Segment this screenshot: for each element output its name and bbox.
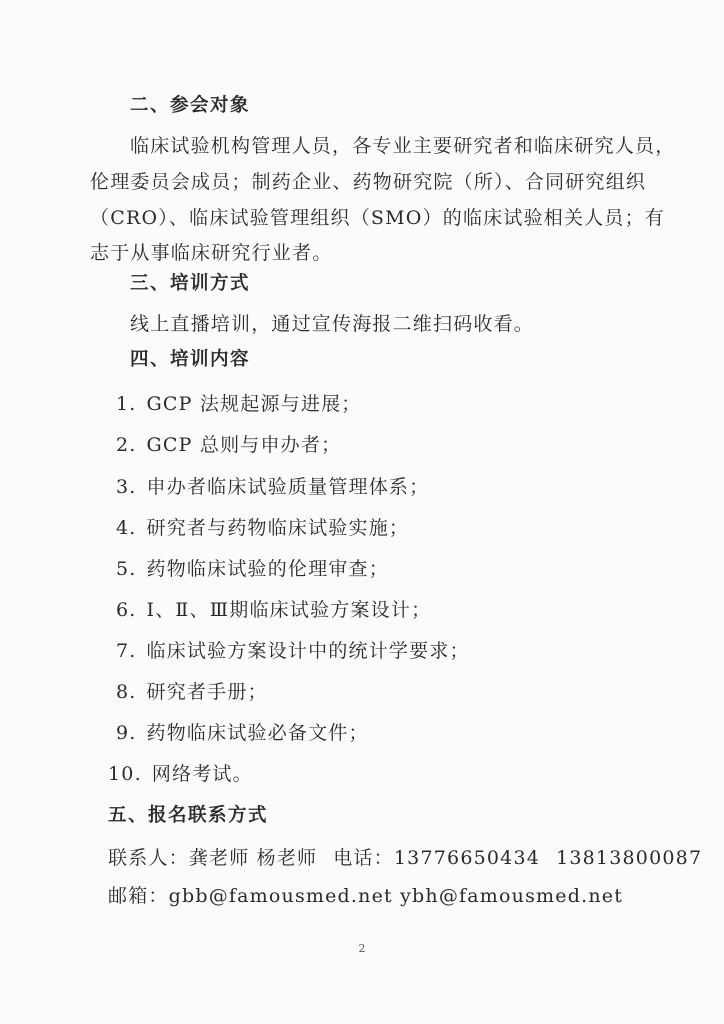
page-number: 2 xyxy=(358,942,366,955)
list-item xyxy=(116,557,389,581)
list-item xyxy=(116,598,431,622)
list-item xyxy=(116,680,268,704)
list-item-number: 10. xyxy=(108,763,142,785)
list-item-number: 8. xyxy=(116,681,137,703)
paragraph-line: 临床试验机构管理人员，各专业主要研究者和临床研究人员， xyxy=(130,135,676,157)
list-item-number: 6. xyxy=(116,599,137,621)
paragraph-line: 伦理委员会成员；制药企业、药物研究院（所）、合同研究组织 xyxy=(90,171,647,193)
contact-names: 龚老师 杨老师 xyxy=(188,847,318,869)
list-item-text: 药物临床试验的伦理审查； xyxy=(146,558,389,580)
list-item-number: 4. xyxy=(116,517,137,539)
list-item-text: 药物临床试验必备文件； xyxy=(146,722,369,744)
list-item-number: 7. xyxy=(116,640,137,662)
section-heading-training-method: 三、培训方式 xyxy=(130,273,251,294)
section-heading-training-content: 四、培训内容 xyxy=(130,349,251,370)
list-item xyxy=(116,475,429,499)
email-label: 邮箱： xyxy=(108,885,169,907)
phone-number: 13776650434 xyxy=(393,847,541,869)
list-item-number: 2. xyxy=(116,434,137,456)
section-heading-registration-contact: 五、报名联系方式 xyxy=(108,805,269,826)
list-item xyxy=(116,392,361,416)
paragraph-line: （CRO）、临床试验管理组织（SMO）的临床试验相关人员；有 xyxy=(90,207,665,229)
list-item-text: Ⅰ、Ⅱ、Ⅲ期临床试验方案设计； xyxy=(146,599,432,621)
list-item-text: GCP 法规起源与进展； xyxy=(146,393,362,415)
paragraph-line: 线上直播培训，通过宣传海报二维扫码收看。 xyxy=(130,313,535,335)
phone-label: 电话： xyxy=(333,847,394,869)
list-item-text: 研究者与药物临床试验实施； xyxy=(146,517,410,539)
list-item-number: 3. xyxy=(116,476,137,498)
phone-number: 13813800087 xyxy=(556,847,703,869)
list-item-number: 9. xyxy=(116,722,137,744)
list-item xyxy=(116,721,369,745)
section-heading-attendees: 二、参会对象 xyxy=(130,95,251,116)
email-line xyxy=(108,884,623,908)
list-item-text: 临床试验方案设计中的统计学要求； xyxy=(146,640,470,662)
contact-label: 联系人： xyxy=(108,847,189,869)
list-item-number: 1. xyxy=(116,393,137,415)
list-item-text: 申办者临床试验质量管理体系； xyxy=(146,476,430,498)
list-item xyxy=(108,762,253,786)
list-item xyxy=(116,433,341,457)
list-item xyxy=(116,516,409,540)
paragraph-line: 志于从事临床研究行业者。 xyxy=(90,242,333,264)
list-item xyxy=(116,639,470,663)
contact-line xyxy=(108,846,702,870)
list-item-text: 研究者手册； xyxy=(146,681,268,703)
list-item-text: GCP 总则与申办者； xyxy=(146,434,342,456)
email-addresses: gbb@famousmed.net ybh@famousmed.net xyxy=(168,885,624,907)
list-item-number: 5. xyxy=(116,558,137,580)
list-item-text: 网络考试。 xyxy=(151,763,253,785)
